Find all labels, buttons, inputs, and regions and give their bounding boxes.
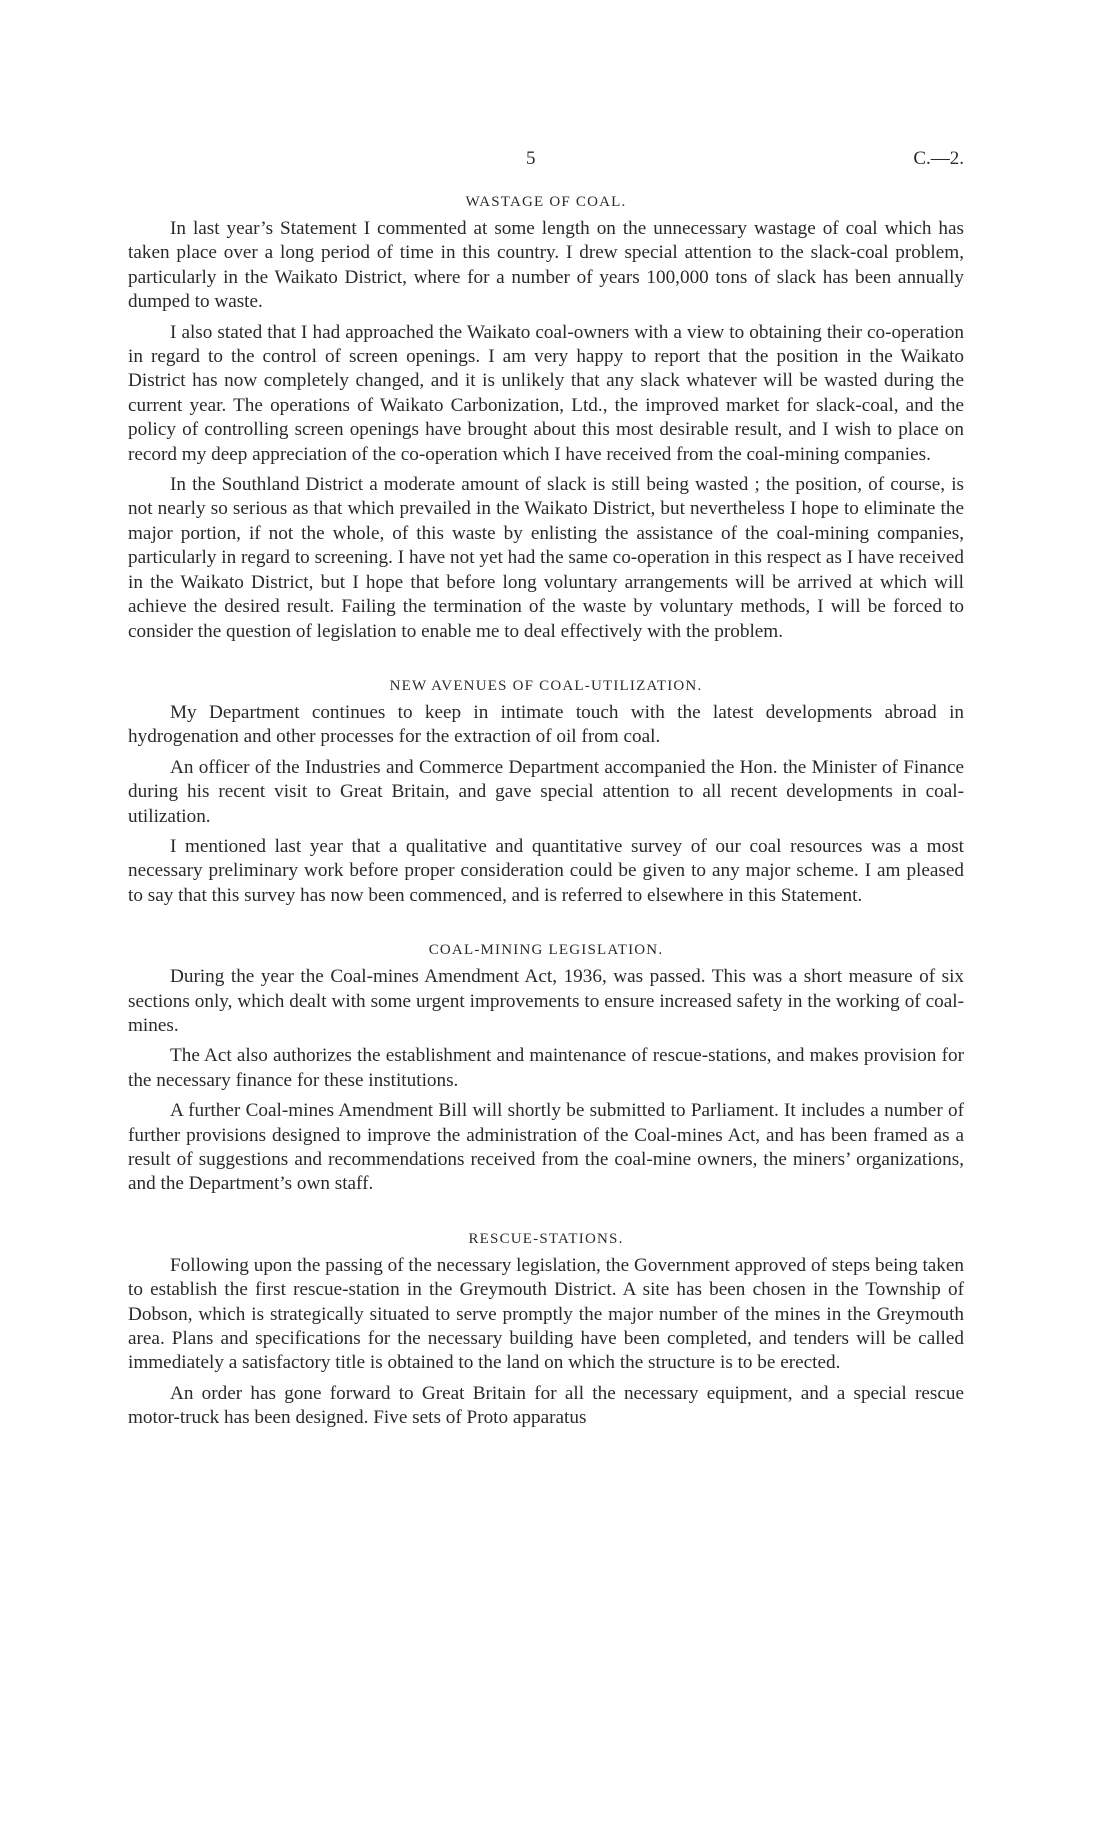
section-new-avenues-of-coal-utilization	[128, 678, 964, 908]
section-heading: COAL-MINING LEGISLATION.	[428, 942, 664, 959]
section-heading: WASTAGE OF COAL.	[465, 194, 627, 210]
paragraph: I also stated that I had approached the Waikato coal-owners with a view to obtaining their co-operation in regard to the control of screen openings. I am very happy to report that the position in the Waikato District has now completely changed, and it is unlikely that any slack whatever will be wasted during the current year. The operations of Waikato Carbonization, Ltd., the improved market for slack-coal, and the policy of controlling screen openings have brought about this most desirable result, and I wish to place on record my deep appreciation of the co-operation which I have received from the coal-mining companies.	[128, 321, 964, 465]
page-number: 5	[526, 148, 536, 169]
page-header	[128, 148, 964, 178]
paragraph: An officer of the Industries and Commerce Department accompanied the Hon. the Minister of Finance during his recent visit to Great Britain, and gave special attention to all recent developments in coal-utilization.	[128, 756, 964, 827]
section-coal-mining-legislation	[128, 942, 964, 1197]
paragraph: The Act also authorizes the establishment and maintenance of rescue-stations, and makes provision for the necessary finance for these institutions.	[128, 1045, 964, 1091]
section-heading: NEW AVENUES OF COAL-UTILIZATION.	[389, 677, 703, 694]
page-body	[128, 194, 964, 1437]
paragraph: During the year the Coal-mines Amendment Act, 1936, was passed. This was a short measure of six sections only, which dealt with some urgent improvements to ensure increased safety in the working of coal-mines.	[128, 966, 964, 1036]
paragraph: Following upon the passing of the necessary legislation, the Government approved of steps being taken to establish the first rescue-station in the Greymouth District. A site has been chosen in the Township of Dobson, which is strategically situated to serve promptly the major number of the mines in the Greymouth area. Plans and specifications for the necessary building have been completed, and tenders will be called immediately a satisfactory title is obtained to the land on which the structure is to be erected.	[128, 1254, 964, 1374]
paragraph: An order has gone forward to Great Britain for all the necessary equipment, and a special rescue motor-truck has been designed. Five sets of Proto apparatus	[128, 1382, 964, 1429]
paragraph: My Department continues to keep in intimate touch with the latest developments abroad in hydrogenation and other processes for the extraction of oil from coal.	[128, 701, 964, 748]
paragraph: I mentioned last year that a qualitative and quantitative survey of our coal resources was a most necessary preliminary work before proper consideration could be given to any major scheme. I am pleased to say that this survey has now been commenced, and is referred to elsewhere in this Statement.	[128, 835, 964, 906]
section-heading: RESCUE-STATIONS.	[468, 1230, 624, 1247]
document-reference: C.—2.	[913, 148, 964, 169]
paragraph: A further Coal-mines Amendment Bill will shortly be submitted to Parliament. It includes a number of further provisions designed to improve the administration of the Coal-mines Act, and has been framed as a result of suggestions and recommendations received from the coal-mine owners, the miners’ organizations, and the Department’s own staff.	[128, 1100, 964, 1195]
section-rescue-stations	[128, 1231, 964, 1431]
section-wastage-of-coal	[128, 194, 964, 644]
paragraph: In the Southland District a moderate amount of slack is still being wasted ; the position, of course, is not nearly so serious as that which prevailed in the Waikato District, but nevertheless I hope to eliminate the major portion, if not the whole, of this waste by enlisting the assistance of the coal-mining companies, particularly in regard to screening. I have not yet had the same co-operation in this respect as I have received in the Waikato District, but I hope that before long voluntary arrangements will be arrived at which will achieve the desired result. Failing the termination of the waste by voluntary methods, I will be forced to consider the question of legislation to enable me to deal effectively with the problem.	[128, 474, 964, 642]
paragraph: In last year’s Statement I commented at some length on the unnecessary wastage of coal which has taken place over a long period of time in this country. I drew special attention to the slack-coal problem, particularly in the Waikato District, where for a number of years 100,000 tons of slack has been annually dumped to waste.	[128, 218, 964, 313]
